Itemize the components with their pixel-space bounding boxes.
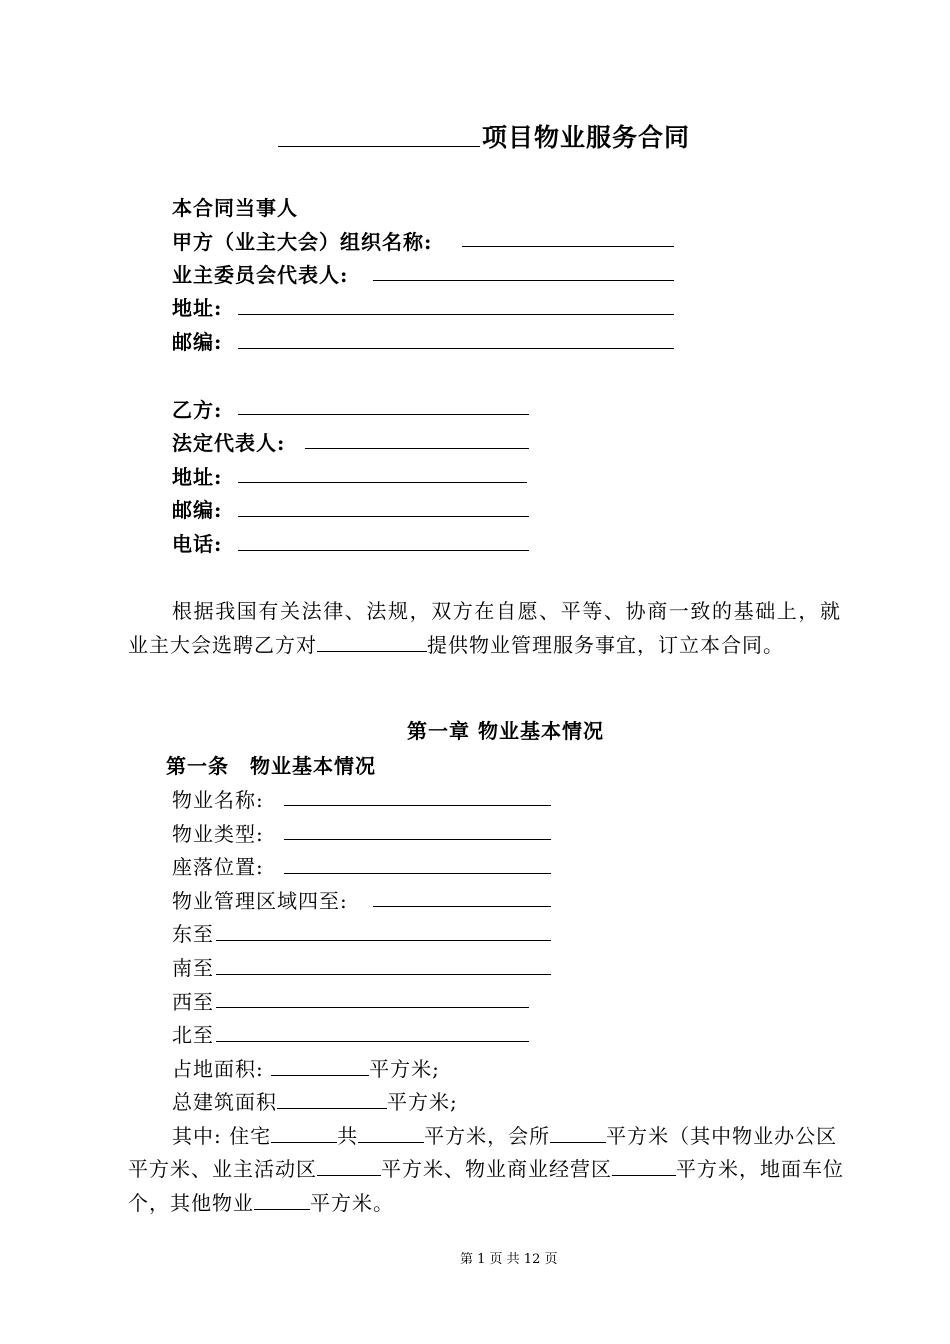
breakdown-other-label: 个，其他物业 [128,1191,254,1215]
residential-area-field[interactable] [358,1122,424,1143]
land-area-label: 占地面积: [172,1057,264,1081]
property-type-field[interactable] [284,839,551,840]
party-a-address-field[interactable] [238,314,674,315]
total-area-field[interactable] [277,1088,387,1109]
area-breakdown-line-3 [128,1187,394,1216]
breakdown-parking-label: 平方米，地面车位 [676,1157,844,1181]
other-area-field[interactable] [254,1189,310,1210]
chapter-1-heading: 第一章 物业基本情况 [407,719,604,743]
preamble-line-2 [128,629,784,658]
area-breakdown-line-2 [128,1153,844,1182]
breakdown-clubhouse-label: 平方米，会所 [424,1124,551,1148]
party-b-postcode-label: 邮编: [172,498,223,522]
property-name-blank[interactable] [317,631,427,652]
preamble-line-2-post: 提供物业管理服务事宜，订立本合同。 [427,633,784,657]
property-location-field[interactable] [284,873,551,874]
legal-rep-field[interactable] [305,448,529,449]
property-name-field[interactable] [284,805,551,806]
south-boundary-label: 南至 [172,956,214,980]
party-a-postcode-field[interactable] [238,348,674,349]
committee-rep-field[interactable] [373,280,674,281]
clubhouse-area-field[interactable] [550,1122,606,1143]
property-name-label: 物业名称: [172,788,264,812]
breakdown-end-label: 平方米。 [310,1191,394,1215]
preamble-line-2-pre: 业主大会选聘乙方对 [128,633,317,657]
north-boundary-field[interactable] [216,1041,529,1042]
activity-area-field[interactable] [317,1155,381,1176]
article-1-heading: 第一条 物业基本情况 [166,754,376,778]
breakdown-total-label: 共 [337,1124,359,1148]
north-boundary-label: 北至 [172,1023,214,1047]
page-title: 项目物业服务合同 [482,123,691,152]
commercial-area-field[interactable] [612,1155,676,1176]
land-area-field[interactable] [271,1055,369,1076]
legal-rep-label: 法定代表人: [172,431,286,455]
area-breakdown-line-1 [172,1120,837,1149]
party-a-postcode-label: 邮编: [172,330,223,354]
party-b-phone-field[interactable] [238,550,529,551]
boundary-field[interactable] [373,906,551,907]
east-boundary-label: 东至 [172,922,214,946]
party-b-address-field[interactable] [238,482,527,483]
parties-heading: 本合同当事人 [172,196,298,220]
party-b-phone-label: 电话: [172,532,223,556]
land-area-row [172,1053,440,1082]
breakdown-residential-label: 其中: 住宅 [172,1124,272,1148]
south-boundary-field[interactable] [216,974,551,975]
total-area-row [172,1086,458,1115]
total-area-label: 总建筑面积 [172,1090,277,1114]
preamble-line-1: 根据我国有关法律、法规，双方在自愿、平等、协商一致的基础上，就 [172,599,842,623]
party-b-label: 乙方: [172,398,223,422]
party-b-field[interactable] [238,414,529,415]
breakdown-office-label: 平方米（其中物业办公区 [606,1124,838,1148]
page-footer: 第 1 页 共 12 页 [460,1252,558,1267]
property-location-label: 座落位置: [172,855,264,879]
breakdown-commercial-label: 平方米、物业商业经营区 [381,1157,612,1181]
committee-rep-label: 业主委员会代表人: [172,263,349,287]
breakdown-activity-label: 平方米、业主活动区 [128,1157,317,1181]
party-a-org-field[interactable] [462,246,674,247]
land-area-unit: 平方米; [369,1057,440,1081]
title-project-blank [278,146,480,147]
residential-count-field[interactable] [271,1122,337,1143]
west-boundary-field[interactable] [216,1007,529,1008]
total-area-unit: 平方米; [387,1090,458,1114]
party-b-postcode-field[interactable] [238,516,529,517]
boundary-label: 物业管理区域四至: [172,889,348,913]
east-boundary-field[interactable] [216,940,551,941]
party-a-org-label: 甲方（业主大会）组织名称: [172,230,433,254]
party-b-address-label: 地址: [172,465,223,489]
property-type-label: 物业类型: [172,822,264,846]
west-boundary-label: 西至 [172,990,214,1014]
party-a-address-label: 地址: [172,296,223,320]
